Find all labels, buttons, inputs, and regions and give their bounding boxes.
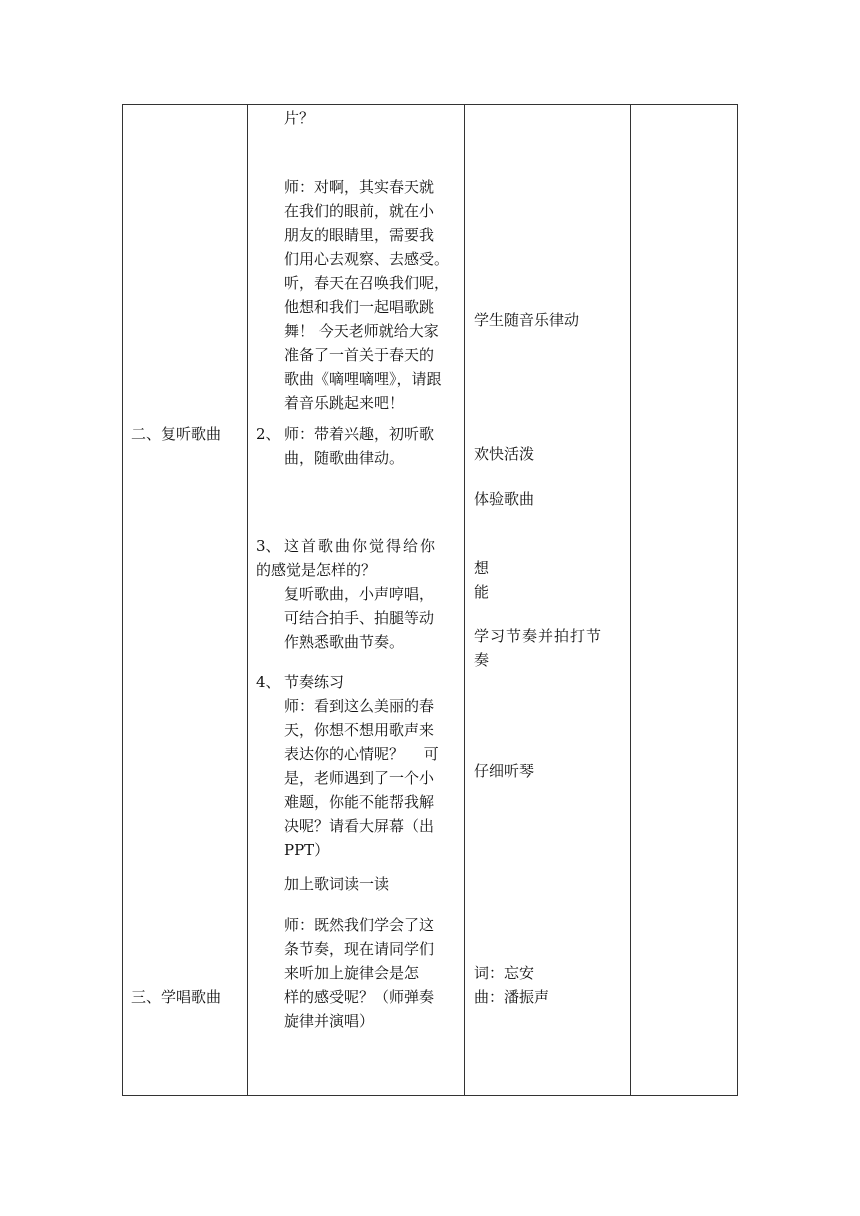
teacher-text-0: 片？ xyxy=(284,109,315,127)
student-text-7: 仔细听琴 xyxy=(474,762,535,780)
item-number-2: 2、 xyxy=(256,425,281,443)
student-text-5: 能 xyxy=(474,583,490,601)
section-title-learn: 三、学唱歌曲 xyxy=(131,988,222,1006)
column-divider-1 xyxy=(247,105,248,1095)
teacher-text-3a: 这首歌曲你觉得给你 xyxy=(284,537,438,555)
teacher-text-5: 加上歌词读一读 xyxy=(284,875,390,893)
student-text-3: 体验歌曲 xyxy=(474,490,535,508)
student-text-1: 学生随音乐律动 xyxy=(474,311,580,329)
student-text-4: 想 xyxy=(474,559,490,577)
section-title-review: 二、复听歌曲 xyxy=(131,425,222,443)
lyricist-credit: 词：忘安 xyxy=(474,964,535,982)
composer-credit: 曲：潘振声 xyxy=(474,988,550,1006)
student-text-2: 欢快活泼 xyxy=(474,445,535,463)
teacher-text-3b: 的感觉是怎样的？ xyxy=(256,561,377,579)
lesson-plan-table xyxy=(122,104,738,1096)
item-number-3: 3、 xyxy=(256,537,281,555)
item-number-4: 4、 xyxy=(256,673,281,691)
teacher-text-4: 节奏练习 师：看到这么美丽的春 天，你想不想用歌声来 表达你的心情呢？ 可 是，老师遇到了一个小 难题，你能不能帮我解 决呢？请看大屏幕（出 PPT） xyxy=(284,673,439,859)
teacher-text-2: 师：带着兴趣，初听歌 曲，随歌曲律动。 xyxy=(284,425,435,467)
column-divider-2 xyxy=(464,105,465,1095)
column-divider-3 xyxy=(630,105,631,1095)
teacher-text-3c: 复听歌曲，小声哼唱， 可结合拍手、拍腿等动 作熟悉歌曲节奏。 xyxy=(284,585,435,651)
teacher-text-1: 师：对啊，其实春天就 在我们的眼前，就在小 朋友的眼睛里，需要我 们用心去观察、去感受。 听，春天在召唤我们呢， 他想和我们一起唱歌跳 舞！ 今天老师就给大家 准备了一首关于春天的 歌曲《嘀哩嘀哩》，请跟 着音乐跳起来吧！ xyxy=(284,178,450,412)
student-text-6: 学习节奏并拍打节 奏 xyxy=(474,627,603,669)
teacher-text-6: 师：既然我们学会了这 条节奏，现在请同学们 来听加上旋律会是怎 样的感受呢？（师弹奏 旋律并演唱） xyxy=(284,916,435,1030)
